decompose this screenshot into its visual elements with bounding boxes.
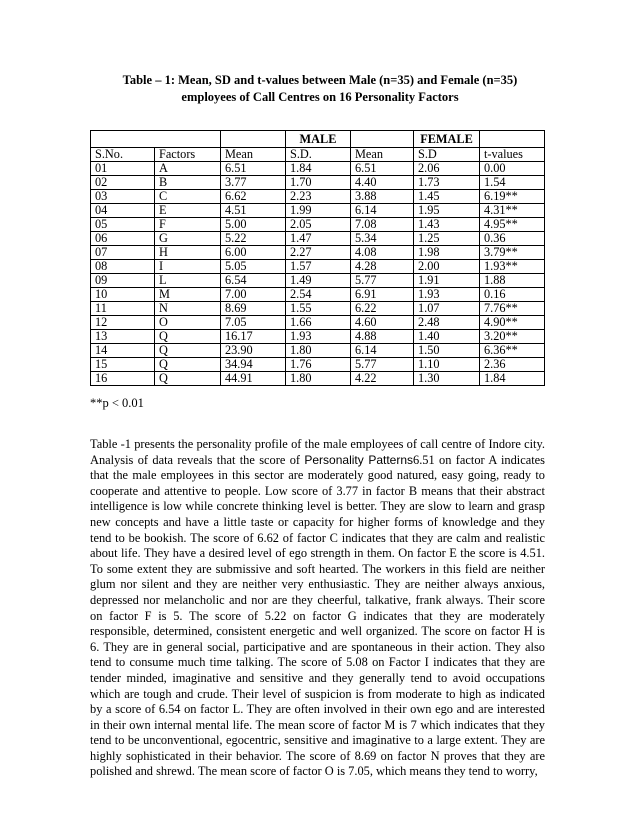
col-header-factors: Factors: [155, 148, 221, 162]
cell-male-mean: 4.51: [221, 204, 286, 218]
table-row: [91, 372, 545, 386]
cell-t-value: 1.93**: [480, 260, 545, 274]
group-female: FEMALE: [414, 131, 480, 148]
cell-male-sd: 1.70: [286, 176, 351, 190]
cell-male-sd: 1.66: [286, 316, 351, 330]
cell-male-sd: 2.05: [286, 218, 351, 232]
table-row: [91, 190, 545, 204]
table-row: [91, 302, 545, 316]
cell-factor: Q: [155, 344, 221, 358]
cell-male-sd: 1.80: [286, 372, 351, 386]
cell-sno: 05: [91, 218, 155, 232]
cell-female-mean: 4.88: [351, 330, 414, 344]
cell-female-mean: 6.14: [351, 344, 414, 358]
cell-sno: 08: [91, 260, 155, 274]
cell-female-sd: 1.43: [414, 218, 480, 232]
cell-t-value: 4.95**: [480, 218, 545, 232]
cell-male-mean: 23.90: [221, 344, 286, 358]
cell-t-value: 0.00: [480, 162, 545, 176]
cell-factor: O: [155, 316, 221, 330]
cell-male-mean: 6.62: [221, 190, 286, 204]
cell-male-sd: 1.49: [286, 274, 351, 288]
group-male: MALE: [286, 131, 351, 148]
cell-t-value: 1.54: [480, 176, 545, 190]
cell-t-value: 1.88: [480, 274, 545, 288]
cell-male-mean: 6.51: [221, 162, 286, 176]
cell-sno: 11: [91, 302, 155, 316]
cell-female-mean: 4.08: [351, 246, 414, 260]
col-header-female-sd: S.D: [414, 148, 480, 162]
cell-male-sd: 1.80: [286, 344, 351, 358]
cell-male-mean: 7.00: [221, 288, 286, 302]
col-header-male-mean: Mean: [221, 148, 286, 162]
cell-factor: H: [155, 246, 221, 260]
cell-factor: G: [155, 232, 221, 246]
cell-female-mean: 4.22: [351, 372, 414, 386]
cell-male-mean: 8.69: [221, 302, 286, 316]
cell-male-mean: 5.22: [221, 232, 286, 246]
cell-factor: A: [155, 162, 221, 176]
cell-female-mean: 6.22: [351, 302, 414, 316]
cell-sno: 10: [91, 288, 155, 302]
caption-line-1: Table – 1: Mean, SD and t-values between Male (n=35) and Female (n=35): [122, 73, 518, 87]
table-row: [91, 316, 545, 330]
cell-male-mean: 5.05: [221, 260, 286, 274]
col-header-female-mean: Mean: [351, 148, 414, 162]
cell-female-sd: 1.07: [414, 302, 480, 316]
cell-female-mean: 7.08: [351, 218, 414, 232]
table-row: [91, 344, 545, 358]
cell-factor: B: [155, 176, 221, 190]
cell-sno: 06: [91, 232, 155, 246]
cell-female-sd: 1.30: [414, 372, 480, 386]
cell-male-mean: 44.91: [221, 372, 286, 386]
cell-factor: Q: [155, 330, 221, 344]
cell-sno: 14: [91, 344, 155, 358]
cell-factor: Q: [155, 358, 221, 372]
cell-t-value: 0.36: [480, 232, 545, 246]
cell-sno: 01: [91, 162, 155, 176]
cell-factor: C: [155, 190, 221, 204]
col-header-t-values: t-values: [480, 148, 545, 162]
table-row: [91, 176, 545, 190]
cell-male-sd: 1.57: [286, 260, 351, 274]
paragraph-text-start: Table -1 presents the personality profile of the male employees of call centre of Indore city. Analysis of data reveals that the score of: [90, 437, 545, 467]
paragraph-text-rest: 6.51 on factor A indicates that the male employees in this sector are moderately good natured, easy going, ready to cooperate and attentive to people. Low score of 3.77 in factor B means that their abstract intelligence is low while concrete thinking level is better. They are slow to learn and grasp new concepts and have a little taste or capacity for higher forms of knowledge and they tend to be bookish. The score of 6.62 of factor C indicates that they are calm and realistic about life. They have a desired level of ego strength in them. On factor E the score is 4.51. To some extent they are submissive and soft hearted. The workers in this field are neither glum nor silent and they are neither very enthusiastic. They are neither always anxious, depressed nor melancholic and nor are they cheerful, talkative, frank always. Their score on factor F is 5. The score of 5.22 on factor G indicates that they are moderately responsible, determined, consistent energetic and well organized. The score on factor H is 6. They are in general social, participative and are spontaneous in their action. They also tend to consume much time talking. The score of 5.08 on Factor I indicates that they are tender minded, imaginative and sensitive and they generally tend to avoid occupations which are tough and crude. Their level of suspicion is from moderate to high as indicated by a score of 6.54 on factor L. They are often involved in their own ego and are interested in their own internal mental life. The mean score of factor M is 7 which indicates that they tend to be unconventional, egocentric, sensitive and imaginative to a large extent. They are highly sophisticated in their behavior. The score of 8.69 on factor N proves that they are polished and shrewd. The mean score of factor O is 7.05, which means they tend to worry,: [90, 452, 545, 779]
cell-female-mean: 5.77: [351, 274, 414, 288]
personality-factors-table: [90, 130, 545, 386]
cell-male-mean: 6.00: [221, 246, 286, 260]
table-row: [91, 330, 545, 344]
cell-t-value: 6.19**: [480, 190, 545, 204]
cell-female-sd: 1.73: [414, 176, 480, 190]
cell-female-sd: 1.50: [414, 344, 480, 358]
cell-female-mean: 6.14: [351, 204, 414, 218]
cell-male-sd: 2.27: [286, 246, 351, 260]
table-row: [91, 246, 545, 260]
cell-factor: L: [155, 274, 221, 288]
table-row: [91, 288, 545, 302]
cell-female-sd: 1.10: [414, 358, 480, 372]
cell-male-mean: 6.54: [221, 274, 286, 288]
cell-t-value: 7.76**: [480, 302, 545, 316]
table-row: [91, 204, 545, 218]
cell-female-mean: 5.77: [351, 358, 414, 372]
cell-female-mean: 6.91: [351, 288, 414, 302]
cell-sno: 12: [91, 316, 155, 330]
cell-male-mean: 7.05: [221, 316, 286, 330]
cell-factor: M: [155, 288, 221, 302]
cell-female-sd: 1.95: [414, 204, 480, 218]
cell-female-sd: 2.06: [414, 162, 480, 176]
table-row: [91, 218, 545, 232]
cell-male-mean: 34.94: [221, 358, 286, 372]
group-header-row: [91, 131, 545, 148]
table-row: [91, 358, 545, 372]
cell-t-value: 3.20**: [480, 330, 545, 344]
cell-female-sd: 1.40: [414, 330, 480, 344]
col-header-male-sd: S.D.: [286, 148, 351, 162]
cell-sno: 16: [91, 372, 155, 386]
cell-female-mean: 5.34: [351, 232, 414, 246]
cell-factor: E: [155, 204, 221, 218]
col-header-sno: S.No.: [91, 148, 155, 162]
cell-factor: Q: [155, 372, 221, 386]
cell-male-sd: 1.84: [286, 162, 351, 176]
cell-male-sd: 1.99: [286, 204, 351, 218]
cell-female-sd: 1.98: [414, 246, 480, 260]
cell-female-mean: 4.28: [351, 260, 414, 274]
cell-sno: 13: [91, 330, 155, 344]
cell-t-value: 3.79**: [480, 246, 545, 260]
cell-female-sd: 1.93: [414, 288, 480, 302]
cell-male-sd: 2.54: [286, 288, 351, 302]
significance-footnote: **p < 0.01: [90, 396, 144, 410]
cell-t-value: 2.36: [480, 358, 545, 372]
analysis-paragraph: [90, 437, 545, 780]
cell-female-sd: 1.45: [414, 190, 480, 204]
table-caption: [90, 72, 550, 106]
cell-male-mean: 5.00: [221, 218, 286, 232]
cell-t-value: 1.84: [480, 372, 545, 386]
table-row: [91, 260, 545, 274]
cell-sno: 02: [91, 176, 155, 190]
cell-male-sd: 1.55: [286, 302, 351, 316]
cell-female-sd: 1.25: [414, 232, 480, 246]
cell-sno: 09: [91, 274, 155, 288]
column-header-row: [91, 148, 545, 162]
cell-female-mean: 4.60: [351, 316, 414, 330]
cell-male-mean: 16.17: [221, 330, 286, 344]
cell-female-mean: 4.40: [351, 176, 414, 190]
cell-male-sd: 1.76: [286, 358, 351, 372]
cell-factor: I: [155, 260, 221, 274]
cell-male-mean: 3.77: [221, 176, 286, 190]
table-row: [91, 232, 545, 246]
cell-male-sd: 2.23: [286, 190, 351, 204]
cell-t-value: 4.90**: [480, 316, 545, 330]
cell-male-sd: 1.93: [286, 330, 351, 344]
table-row: [91, 162, 545, 176]
cell-female-sd: 1.91: [414, 274, 480, 288]
caption-line-2: employees of Call Centres on 16 Personality Factors: [181, 90, 459, 104]
table-row: [91, 274, 545, 288]
cell-sno: 03: [91, 190, 155, 204]
cell-female-mean: 6.51: [351, 162, 414, 176]
cell-t-value: 6.36**: [480, 344, 545, 358]
cell-t-value: 0.16: [480, 288, 545, 302]
cell-factor: F: [155, 218, 221, 232]
cell-t-value: 4.31**: [480, 204, 545, 218]
cell-female-mean: 3.88: [351, 190, 414, 204]
cell-sno: 04: [91, 204, 155, 218]
paragraph-term: Personality Patterns: [304, 452, 414, 467]
cell-female-sd: 2.48: [414, 316, 480, 330]
cell-male-sd: 1.47: [286, 232, 351, 246]
cell-female-sd: 2.00: [414, 260, 480, 274]
cell-sno: 07: [91, 246, 155, 260]
cell-factor: N: [155, 302, 221, 316]
cell-sno: 15: [91, 358, 155, 372]
